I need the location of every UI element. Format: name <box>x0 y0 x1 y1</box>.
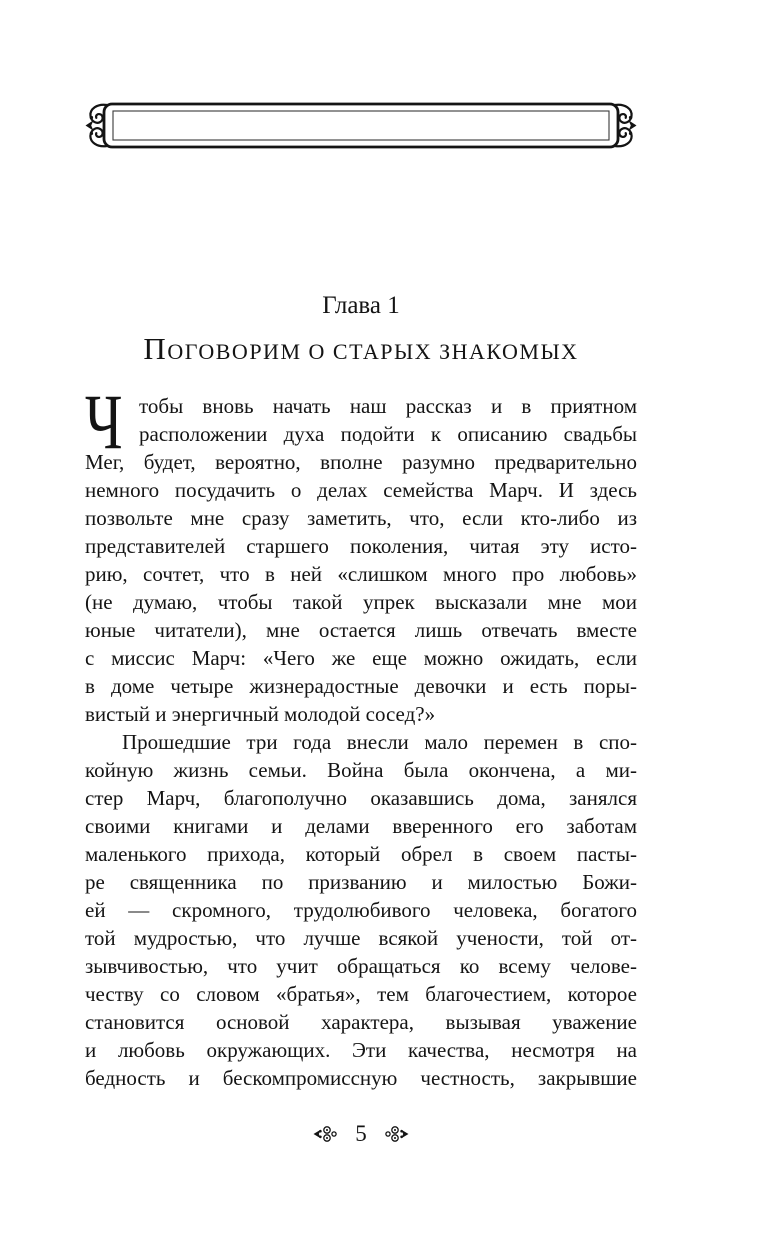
text-line: стер Марч, благополучно оказавшись дома, занялся <box>85 786 637 810</box>
text-line: бедность и бескомпромиссную честность, закрывшие <box>85 1066 637 1090</box>
text-line: Мег, будет, вероятно, вполне разумно предварительно <box>85 450 637 474</box>
chapter-title <box>85 333 637 368</box>
text-line: своими книгами и делами вверенного его заботам <box>85 814 637 838</box>
text-line: в доме четыре жизнерадостные девочки и есть поры- <box>85 674 637 698</box>
chapter-title-initial: П <box>143 331 168 366</box>
text-line: (не думаю, чтобы такой упрек высказали мне мои <box>85 590 637 614</box>
text-line: представителей старшего поколения, читая эту исто- <box>85 534 637 558</box>
header-band-frame-icon <box>85 101 637 151</box>
page-content-column <box>85 0 637 1148</box>
text-line: вистый и энергичный молодой сосед?» <box>85 702 436 726</box>
chapter-label: Глава 1 <box>322 292 400 319</box>
text-line: маленького прихода, который обрел в своем пасты- <box>85 842 637 866</box>
header-ornament-band <box>85 101 637 151</box>
text-line: юные читатели), мне остается лишь отвечать вместе <box>85 618 637 642</box>
text-line: ре священника по призванию и милостью Божи- <box>85 870 637 894</box>
band-fleur-left-icon <box>86 116 94 135</box>
band-fleur-right-icon <box>629 116 637 135</box>
text-line: становится основой характера, вызывая уважение <box>85 1010 637 1034</box>
page-footer <box>85 1120 637 1148</box>
page-number: 5 <box>355 1121 367 1146</box>
text-line: тобы вновь начать наш рассказ и в приятном <box>139 394 637 418</box>
text-line: зывчивостью, что учит обращаться ко всему челове- <box>85 954 637 978</box>
chapter-title-text: ОГОВОРИМ О СТАРЫХ ЗНАКОМЫХ <box>167 339 579 364</box>
body-text <box>85 378 637 1092</box>
text-line: койную жизнь семьи. Война была окончена, а ми- <box>85 758 637 782</box>
text-line: Прошедшие три года внесли мало перемен в спо- <box>122 730 637 754</box>
text-line: честву со словом «братья», тем благочестием, которое <box>85 982 637 1006</box>
text-line: и любовь окружающих. Эти качества, несмотря на <box>85 1038 637 1062</box>
text-line: ей — скромного, трудолюбивого человека, богатого <box>85 898 637 922</box>
footer-fleuron-right-icon <box>383 1125 409 1143</box>
text-line: расположении духа подойти к описанию свадьбы <box>139 422 637 446</box>
drop-cap: Ч <box>85 378 123 465</box>
text-line: позвольте мне сразу заметить, что, если кто-либо из <box>85 506 637 530</box>
footer-fleuron-left-icon <box>313 1125 339 1143</box>
text-line: с миссис Марч: «Чего же еще можно ожидать, если <box>85 646 637 670</box>
text-line: рию, сочтет, что в ней «слишком много про любовь» <box>85 562 637 586</box>
text-line: той мудростью, что лучше всякой учености, той от- <box>85 926 637 950</box>
text-line: немного посудачить о делах семейства Марч. И здесь <box>85 478 637 502</box>
